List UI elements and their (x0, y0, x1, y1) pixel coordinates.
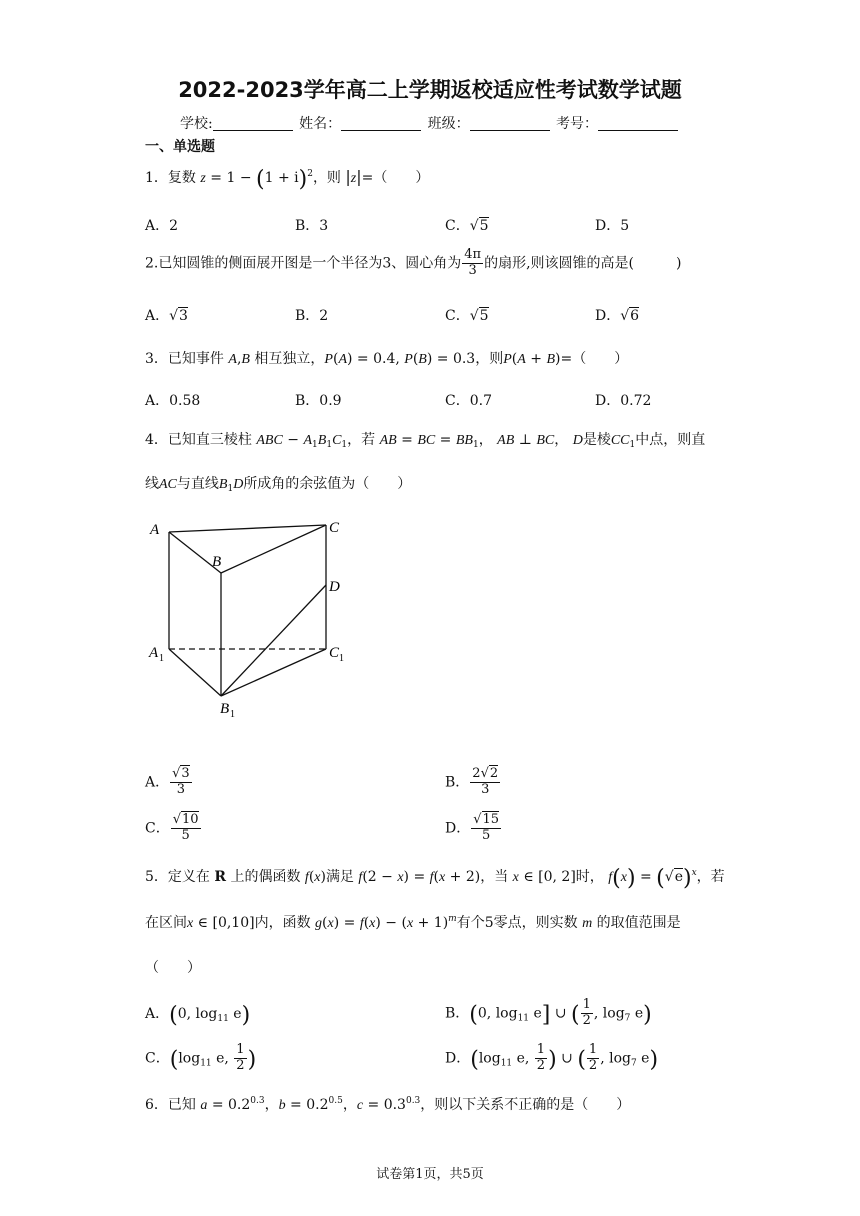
q2-option-c[interactable]: C．√5 (445, 308, 489, 324)
q5-option-c[interactable]: C．($\log_{11}$ e, $\frac{1}{2}$ ) (145, 1042, 257, 1073)
label-b1: B (220, 701, 230, 717)
q3-option-c[interactable]: C．0.7 (445, 393, 492, 409)
q4-option-c[interactable]: C． $\frac{√10}{5}$ (145, 812, 199, 843)
q3-option-b[interactable]: B．0.9 (295, 393, 342, 409)
page-footer: 试卷第1页，共5页 (376, 1167, 484, 1182)
q5-option-d[interactable]: D．($\log_{11}$ e, $\frac{1}{2}$ ) ∪ ( $\frac{1}{2}$ , $\log_7 e$) (445, 1042, 659, 1073)
number-label: 考号： (556, 116, 599, 132)
edge-ac (169, 525, 326, 532)
q3-option-a[interactable]: A．0.58 (145, 393, 201, 409)
name-label: 姓名： (299, 116, 342, 132)
question-5-line-3: （ ） (145, 960, 201, 976)
question-5-line-1: 5．定义在 R 上的偶函数 f(x)满足 f(2 − x) = f(x + 2)，当 x ∈ [0, 2]时， $f(x) = (√e)^x$，若 (145, 866, 725, 891)
number-blank[interactable] (598, 116, 678, 131)
q4-option-b[interactable]: B． $\frac{2√2}{3}$ (445, 766, 499, 797)
question-4-line-2: 线AC与直线$B_1D$所成角的余弦值为（ ） (145, 476, 412, 494)
segment-b1d (221, 585, 326, 696)
label-c: C (329, 520, 340, 536)
page-title: 2022-2023学年高二上学期返校适应性考试数学试题 (178, 78, 682, 102)
q4-option-d[interactable]: D． $\frac{√15}{5}$ (445, 812, 500, 843)
edge-b1c1 (221, 649, 326, 696)
question-2: 2.已知圆锥的侧面展开图是一个半径为3、圆心角为 $\frac{4\pi}{3}$ 的扇形,则该圆锥的高是( ) (145, 247, 682, 278)
question-6: 6．已知 $a = 0.2^{0.3}$，$b = 0.2^{0.5}$，$c = 0.3^{0.3}$，则以下关系不正确的是（ ） (145, 1096, 631, 1113)
class-label: 班级： (427, 116, 470, 132)
question-4-line-1: 4．已知直三棱柱 ABC − $A_1B_1C_1$，若 AB = BC = $BB_1$， AB ⊥ BC， D是棱$CC_1$中点，则直 (145, 432, 706, 450)
edge-a1b1 (169, 649, 221, 696)
q1-option-a[interactable]: A．2 (145, 218, 179, 234)
section-heading: 一、单选题 (145, 139, 215, 155)
class-blank[interactable] (470, 116, 550, 131)
label-c1: C (329, 645, 340, 661)
prism-figure (140, 512, 360, 722)
q1-option-b[interactable]: B．3 (295, 218, 329, 234)
label-d: D (329, 579, 340, 595)
q5-option-a[interactable]: A．(0, $\log_{11} e$) (145, 1003, 251, 1028)
svg-text:1: 1 (159, 653, 164, 664)
edge-bc (221, 525, 326, 573)
name-blank[interactable] (341, 116, 421, 131)
q2-option-a[interactable]: A．√3 (145, 308, 188, 324)
svg-text:1: 1 (230, 709, 235, 720)
q4-option-a[interactable]: A． $\frac{√3}{3}$ (145, 766, 190, 797)
school-blank[interactable] (213, 116, 293, 131)
q2-option-b[interactable]: B．2 (295, 308, 329, 324)
question-3: 3．已知事件 A,B 相互独立，P(A) = 0.4, P(B) = 0.3，则P(A + B)=（ ） (145, 351, 629, 367)
question-5-line-2: 在区间x ∈ [0,10]内，函数 $g(x) = f(x) - (x + 1)^m$有个5零点，则实数 m 的取值范围是 (145, 914, 681, 931)
q2-option-d[interactable]: D．√6 (595, 308, 640, 324)
label-a1: A (149, 645, 159, 661)
svg-text:1: 1 (339, 653, 344, 664)
q1-option-c[interactable]: C．√5 (445, 218, 489, 234)
student-info-line (0, 113, 860, 133)
q1-option-d[interactable]: D．5 (595, 218, 630, 234)
label-b: B (212, 554, 222, 570)
label-a: A (150, 522, 160, 538)
q3-option-d[interactable]: D．0.72 (595, 393, 652, 409)
q5-option-b[interactable]: B．(0, $\log_{11} e$] ∪ ( $\frac{1}{2}$ , $\log_7 e$) (445, 997, 652, 1028)
school-label: 学校: (179, 116, 213, 132)
question-1: 1．复数 $z = 1 - (1 + i)^2$，则 |z|=（ ） (145, 167, 430, 192)
